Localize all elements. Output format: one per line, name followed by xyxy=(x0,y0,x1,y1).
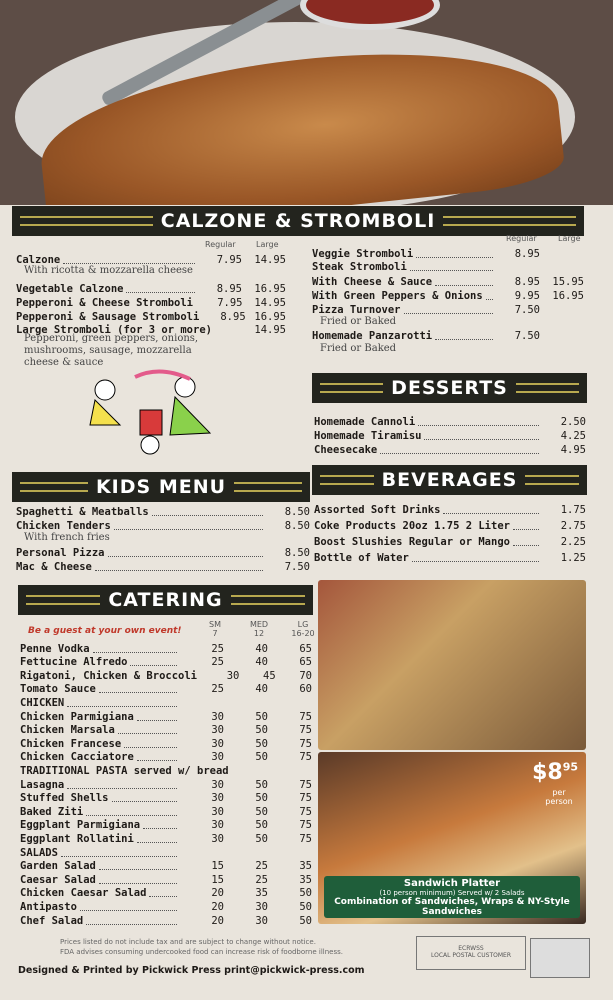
item-price: 14.95 xyxy=(254,253,286,266)
item-price: 30 xyxy=(211,751,224,764)
stromboli-item xyxy=(312,247,584,260)
item-price: 4.95 xyxy=(560,443,586,456)
stromboli-col-regular: Regular xyxy=(506,234,537,243)
item-name: With Green Peppers & Onions xyxy=(312,289,483,302)
beverage-item xyxy=(314,503,586,516)
item-name: Homemade Cannoli xyxy=(314,415,416,428)
item-price: 1.25 xyxy=(560,551,586,564)
item-name: Tomato Sauce xyxy=(20,683,96,696)
item-name: Steak Stromboli xyxy=(312,260,407,273)
item-price: 75 xyxy=(299,710,312,723)
item-price: 50 xyxy=(255,819,268,832)
item-price: 35 xyxy=(299,873,312,886)
item-name: Pepperoni & Sausage Stromboli xyxy=(16,310,200,323)
item-name: Garden Salad xyxy=(20,860,96,873)
item-price: 30 xyxy=(211,710,224,723)
item-price: 50 xyxy=(299,900,312,913)
calzone-item xyxy=(16,282,286,295)
kids-item xyxy=(16,505,310,518)
kids-item xyxy=(16,546,310,559)
stromboli-item xyxy=(312,329,584,342)
catering-item xyxy=(20,846,312,859)
item-price: 8.50 xyxy=(284,505,310,518)
calzone-item xyxy=(16,310,286,323)
item-price: 16.95 xyxy=(254,282,286,295)
catering-size-header: MED 12 xyxy=(249,620,269,638)
item-price: 8.50 xyxy=(284,519,310,532)
item-price: 30 xyxy=(255,900,268,913)
item-price: 75 xyxy=(299,832,312,845)
item-name: Personal Pizza xyxy=(16,546,105,559)
item-price: 8.50 xyxy=(284,546,310,559)
catering-item xyxy=(20,669,312,682)
stromboli-item xyxy=(312,275,584,288)
catering-item xyxy=(20,805,312,818)
catering-item xyxy=(20,696,312,709)
item-price: 25 xyxy=(211,683,224,696)
item-price: 50 xyxy=(255,710,268,723)
calzone-photo xyxy=(0,0,613,205)
item-name: Pepperoni & Cheese Stromboli xyxy=(16,296,194,309)
catering-item xyxy=(20,860,312,873)
item-name: Fettucine Alfredo xyxy=(20,656,128,669)
item-price: 50 xyxy=(255,832,268,845)
item-price: 30 xyxy=(255,914,268,927)
item-price: 30 xyxy=(211,724,224,737)
catering-item xyxy=(20,778,312,791)
sandwich-price: $\$8^{95}$ xyxy=(532,760,578,785)
item-name: Assorted Soft Drinks xyxy=(314,503,441,516)
item-price: 8.95 xyxy=(220,310,246,323)
item-price: 7.50 xyxy=(514,329,540,342)
calzone-col-regular: Regular xyxy=(205,240,236,249)
beverage-item xyxy=(314,551,586,564)
calzone-heading: CALZONE & STROMBOLI xyxy=(12,206,584,236)
item-price: 9.95 xyxy=(514,289,540,302)
item-name: Chicken Cacciatore xyxy=(20,751,134,764)
item-price: 8.95 xyxy=(514,275,540,288)
item-price: 50 xyxy=(299,914,312,927)
beverages-heading: BEVERAGES xyxy=(312,465,587,495)
postage-indicia xyxy=(530,938,590,978)
catering-size-header: SM 7 xyxy=(209,620,221,638)
item-price: 20 xyxy=(211,887,224,900)
item-name: Large Stromboli (for 3 or more) xyxy=(16,323,212,336)
dessert-item xyxy=(314,429,586,442)
large-stromboli-note: Pepperoni, green peppers, onions, mushrooms, sausage, mozzarella cheese & sauce xyxy=(24,333,199,368)
item-price: 30 xyxy=(211,832,224,845)
calzone-item xyxy=(16,296,286,309)
dessert-item xyxy=(314,415,586,428)
catering-item xyxy=(20,832,312,845)
item-name: Chicken Francese xyxy=(20,737,122,750)
catering-size-header: LG 16-20 xyxy=(291,620,315,638)
item-price: 75 xyxy=(299,778,312,791)
catering-item xyxy=(20,792,312,805)
item-price: 75 xyxy=(299,737,312,750)
item-name: Caesar Salad xyxy=(20,873,96,886)
disclaimer-prices: Prices listed do not include tax and are subject to change without notice. xyxy=(60,938,316,946)
item-price: 4.25 xyxy=(560,429,586,442)
kids-illustration xyxy=(80,365,225,465)
item-price: 15 xyxy=(211,873,224,886)
item-name: Cheesecake xyxy=(314,443,378,456)
calzone-note: With ricotta & mozzarella cheese xyxy=(24,265,193,276)
item-price: 75 xyxy=(299,751,312,764)
item-price: 30 xyxy=(211,737,224,750)
item-price: 8.95 xyxy=(514,247,540,260)
catering-item xyxy=(20,751,312,764)
item-price: 75 xyxy=(299,792,312,805)
item-name: Mac & Cheese xyxy=(16,560,92,573)
item-price: 7.50 xyxy=(284,560,310,573)
stromboli-item xyxy=(312,260,584,273)
item-price: 45 xyxy=(263,669,276,682)
item-name: Stuffed Shells xyxy=(20,792,109,805)
postal-label: LOCAL POSTAL CUSTOMER xyxy=(430,952,511,959)
item-price: 35 xyxy=(299,860,312,873)
catering-heading: CATERING xyxy=(18,585,313,615)
item-price: 2.50 xyxy=(560,415,586,428)
item-name: Eggplant Rollatini xyxy=(20,832,134,845)
item-price: 7.95 xyxy=(216,253,242,266)
item-price: 40 xyxy=(255,656,268,669)
item-name: Chicken Tenders xyxy=(16,519,111,532)
item-name: Bottle of Water xyxy=(314,551,409,564)
item-price: 30 xyxy=(211,805,224,818)
item-price: 40 xyxy=(255,642,268,655)
item-name: Chicken Caesar Salad xyxy=(20,887,147,900)
catering-item xyxy=(20,683,312,696)
calzone-col-large: Large xyxy=(256,240,279,249)
item-price: 60 xyxy=(299,683,312,696)
item-price: 65 xyxy=(299,656,312,669)
kids-menu-heading: KIDS MENU xyxy=(12,472,310,502)
item-price: 15.95 xyxy=(552,275,584,288)
catering-item xyxy=(20,656,312,669)
item-name: Coke Products 20oz 1.75 2 Liter xyxy=(314,519,510,532)
per-person-label: per person xyxy=(545,788,573,806)
beverage-item xyxy=(314,535,586,548)
turnover-note: Fried or Baked xyxy=(320,316,397,327)
item-price: 2.75 xyxy=(560,519,586,532)
item-price: 30 xyxy=(211,819,224,832)
item-price: 2.25 xyxy=(560,535,586,548)
item-name: TRADITIONAL PASTA served w/ bread xyxy=(20,764,229,777)
stromboli-item xyxy=(312,303,584,316)
stromboli-col-large: Large xyxy=(558,234,581,243)
catering-item xyxy=(20,710,312,723)
catering-item xyxy=(20,873,312,886)
sandwich-platter-photo xyxy=(318,752,586,924)
item-name: Spaghetti & Meatballs xyxy=(16,505,149,518)
item-price: 50 xyxy=(255,792,268,805)
catering-item xyxy=(20,724,312,737)
item-price: 1.75 xyxy=(560,503,586,516)
item-price: 70 xyxy=(299,669,312,682)
item-price: 7.95 xyxy=(217,296,243,309)
tenders-note: With french fries xyxy=(24,532,110,543)
item-price: 50 xyxy=(255,724,268,737)
catering-item xyxy=(20,914,312,927)
item-price: 50 xyxy=(255,737,268,750)
platter-title: Sandwich Platter xyxy=(403,878,501,889)
item-price: 20 xyxy=(211,900,224,913)
item-name: SALADS xyxy=(20,846,58,859)
item-name: Antipasto xyxy=(20,900,77,913)
item-price: 30 xyxy=(211,792,224,805)
item-price: 75 xyxy=(299,819,312,832)
catering-trays-photo xyxy=(318,580,586,750)
catering-item xyxy=(20,900,312,913)
platter-caption xyxy=(324,876,580,918)
item-name: Homemade Panzarotti xyxy=(312,329,433,342)
item-name: Pizza Turnover xyxy=(312,303,401,316)
item-price: 50 xyxy=(255,751,268,764)
stromboli-item xyxy=(312,289,584,302)
item-price: 15 xyxy=(211,860,224,873)
catering-item xyxy=(20,819,312,832)
item-name: Boost Slushies Regular or Mango xyxy=(314,535,510,548)
platter-desc: Combination of Sandwiches, Wraps & NY-Style Sandwiches xyxy=(334,897,570,917)
item-name: Veggie Stromboli xyxy=(312,247,414,260)
item-name: Penne Vodka xyxy=(20,642,90,655)
kids-item xyxy=(16,560,310,573)
item-price: 65 xyxy=(299,642,312,655)
kids-item xyxy=(16,519,310,532)
catering-item xyxy=(20,642,312,655)
item-price: 8.95 xyxy=(216,282,242,295)
item-price: 75 xyxy=(299,805,312,818)
item-price: 20 xyxy=(211,914,224,927)
catering-item xyxy=(20,737,312,750)
item-price: 25 xyxy=(211,642,224,655)
dessert-item xyxy=(314,443,586,456)
item-name: Baked Ziti xyxy=(20,805,84,818)
item-name: Calzone xyxy=(16,253,61,266)
item-price: 16.95 xyxy=(254,310,286,323)
item-price: 50 xyxy=(255,805,268,818)
item-name: Rigatoni, Chicken & Broccoli xyxy=(20,669,198,682)
catering-item xyxy=(20,887,312,900)
item-price: 35 xyxy=(255,887,268,900)
item-price: 50 xyxy=(255,778,268,791)
beverage-item xyxy=(314,519,586,532)
item-name: Lasagna xyxy=(20,778,65,791)
panzarotti-note: Fried or Baked xyxy=(320,343,397,354)
item-price: 75 xyxy=(299,724,312,737)
postal-top: ECRWSS xyxy=(458,945,484,952)
item-price: 7.50 xyxy=(514,303,540,316)
item-price: 50 xyxy=(299,887,312,900)
item-price: 14.95 xyxy=(254,323,286,336)
item-name: Chicken Marsala xyxy=(20,724,115,737)
item-name: Eggplant Parmigiana xyxy=(20,819,141,832)
item-price: 40 xyxy=(255,683,268,696)
item-price: 25 xyxy=(255,873,268,886)
postal-box xyxy=(416,936,526,970)
catering-tagline: Be a guest at your own event! xyxy=(28,626,182,636)
catering-item xyxy=(20,764,312,777)
item-name: Vegetable Calzone xyxy=(16,282,124,295)
desserts-heading: DESSERTS xyxy=(312,373,587,403)
item-price: 30 xyxy=(211,778,224,791)
item-name: Homemade Tiramisu xyxy=(314,429,422,442)
item-name: Chicken Parmigiana xyxy=(20,710,134,723)
item-price: 30 xyxy=(226,669,240,682)
item-price: 25 xyxy=(255,860,268,873)
item-price: 16.95 xyxy=(552,289,584,302)
item-price: 25 xyxy=(211,656,224,669)
item-name: With Cheese & Sauce xyxy=(312,275,433,288)
item-price: 14.95 xyxy=(254,296,286,309)
printer-credit: Designed & Printed by Pickwick Press print@pickwick-press.com xyxy=(18,965,365,976)
item-name: Chef Salad xyxy=(20,914,84,927)
item-name: CHICKEN xyxy=(20,696,65,709)
disclaimer-fda: FDA advises consuming undercooked food can increase risk of foodborne illness. xyxy=(60,948,343,956)
platter-sub: (10 person minimum) Served w/ 2 Salads xyxy=(379,889,525,897)
